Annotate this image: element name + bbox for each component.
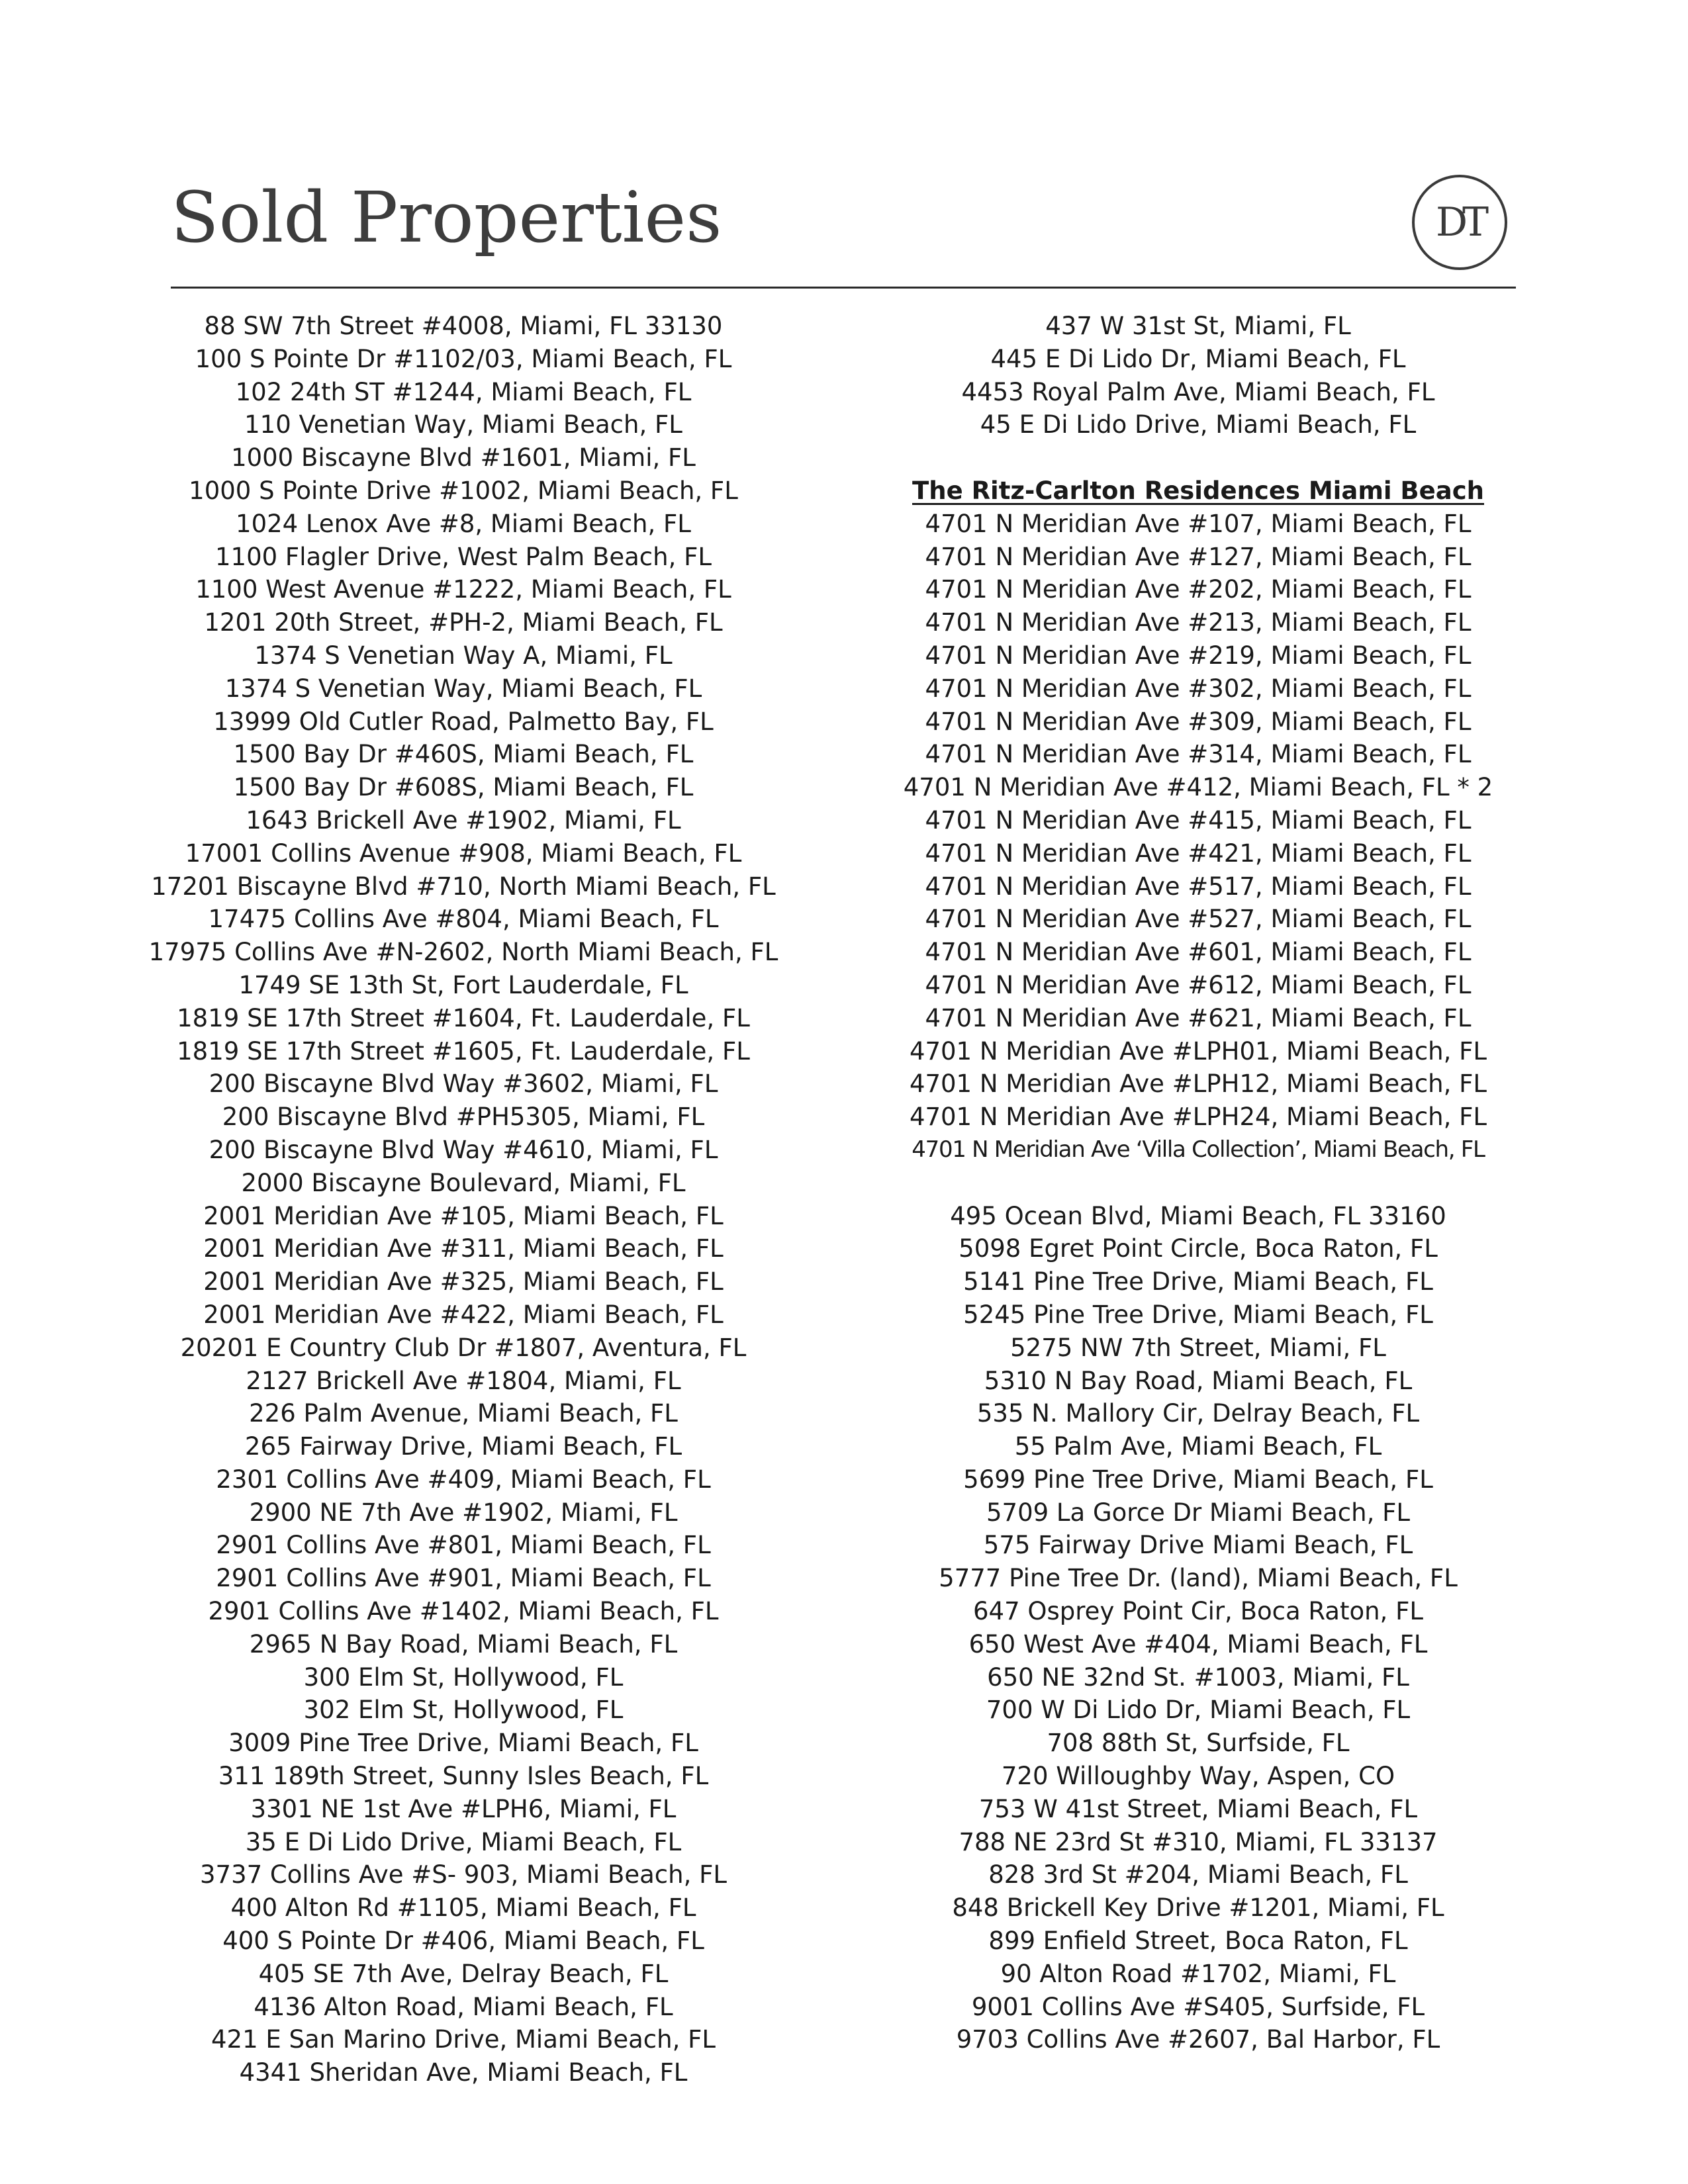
property-address: 2965 N Bay Road, Miami Beach, FL bbox=[249, 1629, 678, 1659]
property-address: 200 Biscayne Blvd #PH5305, Miami, FL bbox=[222, 1103, 705, 1132]
property-address: 3737 Collins Ave #S- 903, Miami Beach, FL bbox=[199, 1860, 727, 1889]
property-address: 4701 N Meridian Ave #202, Miami Beach, FL bbox=[925, 575, 1472, 604]
property-address: 100 S Pointe Dr #1102/03, Miami Beach, FL bbox=[195, 344, 732, 373]
property-address: 4701 N Meridian Ave #309, Miami Beach, FL bbox=[925, 707, 1472, 736]
property-address: 445 E Di Lido Dr, Miami Beach, FL bbox=[990, 344, 1406, 373]
property-address: 848 Brickell Key Drive #1201, Miami, FL bbox=[952, 1893, 1444, 1923]
property-address: 4701 N Meridian Ave #412, Miami Beach, FL * 2 bbox=[903, 773, 1493, 802]
dt-monogram-logo: DT bbox=[1412, 175, 1507, 270]
property-address: 4701 N Meridian Ave #421, Miami Beach, FL bbox=[925, 839, 1472, 868]
property-address: 647 Osprey Point Cir, Boca Raton, FL bbox=[973, 1597, 1423, 1626]
property-address: 2000 Biscayne Boulevard, Miami, FL bbox=[241, 1168, 686, 1197]
property-address: 4701 N Meridian Ave #LPH01, Miami Beach, FL bbox=[909, 1036, 1487, 1066]
property-address: 4701 N Meridian Ave ‘Villa Collection’, Miami Beach, FL bbox=[912, 1136, 1485, 1163]
property-address: 828 3rd St #204, Miami Beach, FL bbox=[988, 1860, 1408, 1889]
property-address: 17475 Collins Ave #804, Miami Beach, FL bbox=[208, 905, 719, 934]
section-heading: The Ritz-Carlton Residences Miami Beach bbox=[912, 476, 1484, 505]
header-divider bbox=[171, 287, 1516, 289]
property-address: 4701 N Meridian Ave #213, Miami Beach, FL bbox=[925, 608, 1472, 637]
property-address: 400 Alton Rd #1105, Miami Beach, FL bbox=[230, 1893, 696, 1923]
property-address: 2001 Meridian Ave #325, Miami Beach, FL bbox=[203, 1267, 724, 1297]
property-address: 4701 N Meridian Ave #219, Miami Beach, FL bbox=[925, 641, 1472, 670]
property-address: 17975 Collins Ave #N-2602, North Miami Beach, FL bbox=[148, 938, 778, 967]
spacer bbox=[867, 1167, 1529, 1200]
property-address: 1749 SE 13th St, Fort Lauderdale, FL bbox=[238, 970, 688, 999]
property-address: 2001 Meridian Ave #311, Miami Beach, FL bbox=[203, 1234, 724, 1263]
property-address: 4701 N Meridian Ave #LPH12, Miami Beach, FL bbox=[909, 1069, 1487, 1099]
property-address: 35 E Di Lido Drive, Miami Beach, FL bbox=[245, 1827, 682, 1856]
property-address: 17201 Biscayne Blvd #710, North Miami Beach, FL bbox=[151, 872, 776, 901]
property-address: 17001 Collins Avenue #908, Miami Beach, FL bbox=[185, 839, 742, 868]
property-address: 788 NE 23rd St #310, Miami, FL 33137 bbox=[959, 1827, 1438, 1856]
property-address: 302 Elm St, Hollywood, FL bbox=[303, 1696, 624, 1725]
property-address: 2301 Collins Ave #409, Miami Beach, FL bbox=[216, 1465, 711, 1494]
property-address: 1643 Brickell Ave #1902, Miami, FL bbox=[246, 805, 681, 835]
property-address: 4341 Sheridan Ave, Miami Beach, FL bbox=[239, 2058, 688, 2087]
property-address: 421 E San Marino Drive, Miami Beach, FL bbox=[211, 2025, 716, 2054]
property-address: 753 W 41st Street, Miami Beach, FL bbox=[978, 1794, 1418, 1823]
property-address: 2001 Meridian Ave #105, Miami Beach, FL bbox=[203, 1201, 724, 1230]
property-address: 9703 Collins Ave #2607, Bal Harbor, FL bbox=[956, 2025, 1440, 2054]
property-address: 899 Enfield Street, Boca Raton, FL bbox=[988, 1927, 1408, 1956]
property-address: 4701 N Meridian Ave #302, Miami Beach, FL bbox=[925, 674, 1472, 703]
property-address: 720 Willoughby Way, Aspen, CO bbox=[1001, 1762, 1395, 1791]
property-address: 1374 S Venetian Way A, Miami, FL bbox=[254, 641, 673, 670]
property-address: 405 SE 7th Ave, Delray Beach, FL bbox=[258, 1959, 669, 1988]
property-address: 650 NE 32nd St. #1003, Miami, FL bbox=[987, 1662, 1409, 1692]
property-address: 1819 SE 17th Street #1605, Ft. Lauderdale, FL bbox=[177, 1036, 750, 1066]
property-address: 4701 N Meridian Ave #612, Miami Beach, FL bbox=[925, 970, 1472, 999]
property-address: 5777 Pine Tree Dr. (land), Miami Beach, FL bbox=[939, 1564, 1458, 1593]
property-address: 1500 Bay Dr #460S, Miami Beach, FL bbox=[233, 740, 694, 769]
property-address: 4701 N Meridian Ave #107, Miami Beach, FL bbox=[925, 509, 1472, 538]
property-address: 5098 Egret Point Circle, Boca Raton, FL bbox=[959, 1234, 1438, 1263]
property-address: 226 Palm Avenue, Miami Beach, FL bbox=[249, 1399, 678, 1428]
property-address: 4701 N Meridian Ave #601, Miami Beach, FL bbox=[925, 938, 1472, 967]
property-address: 13999 Old Cutler Road, Palmetto Bay, FL bbox=[213, 707, 714, 736]
property-address: 5699 Pine Tree Drive, Miami Beach, FL bbox=[963, 1465, 1433, 1494]
property-address: 4701 N Meridian Ave #127, Miami Beach, FL bbox=[925, 542, 1472, 571]
property-address: 1819 SE 17th Street #1604, Ft. Lauderdale, FL bbox=[177, 1003, 750, 1032]
property-address: 1000 Biscayne Blvd #1601, Miami, FL bbox=[231, 443, 696, 473]
property-address: 2127 Brickell Ave #1804, Miami, FL bbox=[246, 1366, 681, 1395]
property-address: 4701 N Meridian Ave #LPH24, Miami Beach, FL bbox=[909, 1103, 1487, 1132]
property-address: 535 N. Mallory Cir, Delray Beach, FL bbox=[976, 1399, 1420, 1428]
property-address: 5141 Pine Tree Drive, Miami Beach, FL bbox=[963, 1267, 1433, 1297]
property-address: 2001 Meridian Ave #422, Miami Beach, FL bbox=[203, 1300, 724, 1329]
property-address: 4701 N Meridian Ave #517, Miami Beach, FL bbox=[925, 872, 1472, 901]
left-address-list bbox=[132, 310, 794, 2089]
property-address: 5310 N Bay Road, Miami Beach, FL bbox=[984, 1366, 1413, 1395]
property-address: 495 Ocean Blvd, Miami Beach, FL 33160 bbox=[950, 1201, 1446, 1230]
property-address: 90 Alton Road #1702, Miami, FL bbox=[1000, 1959, 1396, 1988]
property-address: 102 24th ST #1244, Miami Beach, FL bbox=[235, 377, 692, 406]
property-address: 4701 N Meridian Ave #314, Miami Beach, FL bbox=[925, 740, 1472, 769]
property-address: 200 Biscayne Blvd Way #3602, Miami, FL bbox=[209, 1069, 718, 1099]
property-address: 2901 Collins Ave #901, Miami Beach, FL bbox=[216, 1564, 711, 1593]
page-title: Sold Properties bbox=[171, 177, 722, 258]
property-address: 45 E Di Lido Drive, Miami Beach, FL bbox=[980, 410, 1417, 439]
property-address: 437 W 31st St, Miami, FL bbox=[1045, 312, 1351, 340]
property-address: 5709 La Gorce Dr Miami Beach, FL bbox=[986, 1498, 1410, 1527]
property-address: 1201 20th Street, #PH-2, Miami Beach, FL bbox=[204, 608, 723, 637]
property-address: 708 88th St, Surfside, FL bbox=[1047, 1729, 1350, 1758]
property-address: 265 Fairway Drive, Miami Beach, FL bbox=[244, 1432, 682, 1461]
property-address: 4453 Royal Palm Ave, Miami Beach, FL bbox=[961, 377, 1435, 406]
property-address: 3009 Pine Tree Drive, Miami Beach, FL bbox=[228, 1729, 698, 1758]
spacer bbox=[867, 441, 1529, 475]
property-address: 2901 Collins Ave #1402, Miami Beach, FL bbox=[208, 1597, 719, 1626]
property-address: 110 Venetian Way, Miami Beach, FL bbox=[244, 410, 682, 439]
property-address: 311 189th Street, Sunny Isles Beach, FL bbox=[218, 1762, 709, 1791]
property-address: 4701 N Meridian Ave #415, Miami Beach, FL bbox=[925, 805, 1472, 835]
property-address: 4701 N Meridian Ave #527, Miami Beach, FL bbox=[925, 905, 1472, 934]
property-address: 55 Palm Ave, Miami Beach, FL bbox=[1014, 1432, 1382, 1461]
property-address: 1500 Bay Dr #608S, Miami Beach, FL bbox=[233, 773, 694, 802]
property-address: 20201 E Country Club Dr #1807, Aventura, FL bbox=[180, 1333, 747, 1362]
property-address: 3301 NE 1st Ave #LPH6, Miami, FL bbox=[250, 1794, 677, 1823]
property-address: 1374 S Venetian Way, Miami Beach, FL bbox=[224, 674, 702, 703]
property-address: 4701 N Meridian Ave #621, Miami Beach, FL bbox=[925, 1003, 1472, 1032]
property-address: 2901 Collins Ave #801, Miami Beach, FL bbox=[216, 1531, 711, 1560]
property-address: 400 S Pointe Dr #406, Miami Beach, FL bbox=[222, 1927, 704, 1956]
property-address: 9001 Collins Ave #S405, Surfside, FL bbox=[971, 1992, 1425, 2021]
property-address: 575 Fairway Drive Miami Beach, FL bbox=[983, 1531, 1413, 1560]
property-address: 2900 NE 7th Ave #1902, Miami, FL bbox=[249, 1498, 678, 1527]
property-address: 88 SW 7th Street #4008, Miami, FL 33130 bbox=[204, 312, 723, 340]
property-address: 5245 Pine Tree Drive, Miami Beach, FL bbox=[963, 1300, 1433, 1329]
property-address: 1000 S Pointe Drive #1002, Miami Beach, FL bbox=[189, 476, 738, 505]
property-address: 700 W Di Lido Dr, Miami Beach, FL bbox=[986, 1696, 1411, 1725]
property-address: 300 Elm St, Hollywood, FL bbox=[303, 1662, 624, 1692]
property-address: 1100 Flagler Drive, West Palm Beach, FL bbox=[215, 542, 712, 571]
property-address: 200 Biscayne Blvd Way #4610, Miami, FL bbox=[209, 1135, 718, 1164]
property-address: 650 West Ave #404, Miami Beach, FL bbox=[968, 1629, 1428, 1659]
property-address: 5275 NW 7th Street, Miami, FL bbox=[1010, 1333, 1386, 1362]
right-address-list bbox=[867, 310, 1529, 2056]
property-address: 1024 Lenox Ave #8, Miami Beach, FL bbox=[236, 509, 691, 538]
property-address: 4136 Alton Road, Miami Beach, FL bbox=[254, 1992, 673, 2021]
property-address: 1100 West Avenue #1222, Miami Beach, FL bbox=[195, 575, 731, 604]
